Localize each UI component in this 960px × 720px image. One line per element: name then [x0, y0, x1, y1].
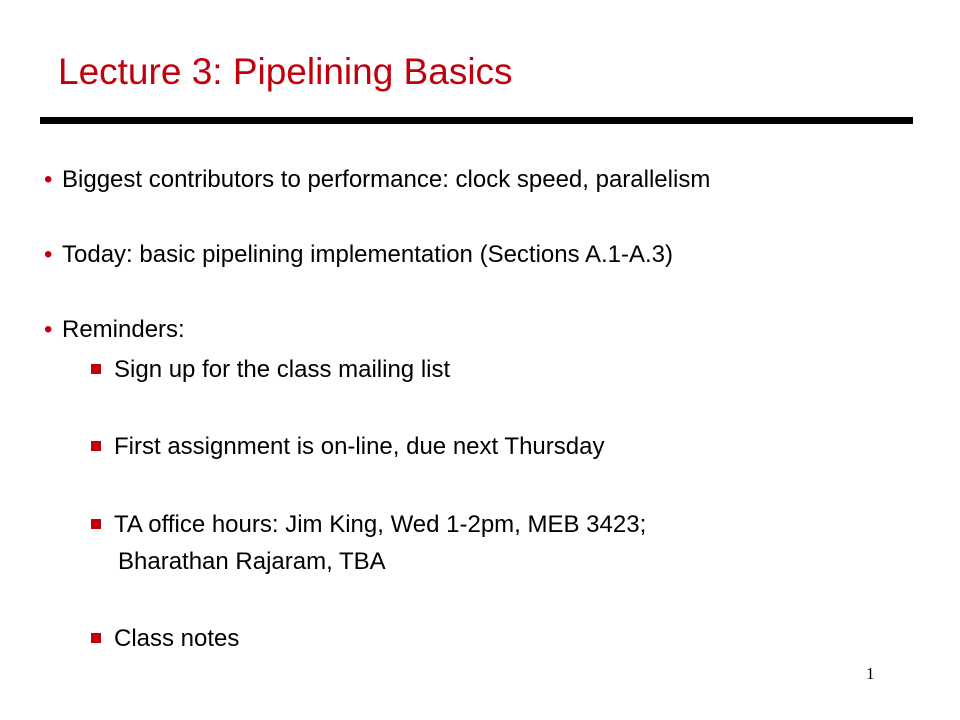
title-divider	[40, 117, 913, 124]
bullet-reminders	[44, 315, 185, 345]
square-bullet-icon	[91, 364, 101, 374]
sub-bullet-text: Class notes	[114, 625, 240, 652]
bullet-performance	[44, 165, 710, 195]
bullet-text: Reminders:	[62, 316, 185, 343]
square-bullet-icon	[91, 633, 101, 643]
bullet-dot-icon: •	[44, 316, 53, 343]
sub-bullet-class-notes	[91, 624, 239, 654]
bullet-today	[44, 240, 673, 270]
page-number: 1	[866, 664, 875, 683]
slide-title: Lecture 3: Pipelining Basics	[58, 51, 513, 92]
office-hours-continuation: Bharathan Rajaram, TBA	[118, 548, 386, 575]
sub-bullet-office-hours	[91, 510, 646, 540]
sub-bullet-mailing-list	[91, 355, 450, 385]
sub-bullet-text: First assignment is on-line, due next Thursday	[114, 433, 605, 460]
bullet-dot-icon: •	[44, 166, 53, 193]
square-bullet-icon	[91, 519, 101, 529]
bullet-dot-icon: •	[44, 241, 53, 268]
sub-bullet-text: Sign up for the class mailing list	[114, 356, 451, 383]
sub-bullet-assignment	[91, 432, 604, 462]
bullet-text: Today: basic pipelining implementation (Sections A.1-A.3)	[62, 241, 673, 268]
sub-bullet-text: TA office hours: Jim King, Wed 1-2pm, MEB 3423;	[114, 511, 647, 538]
square-bullet-icon	[91, 441, 101, 451]
bullet-text: Biggest contributors to performance: clock speed, parallelism	[62, 166, 711, 193]
